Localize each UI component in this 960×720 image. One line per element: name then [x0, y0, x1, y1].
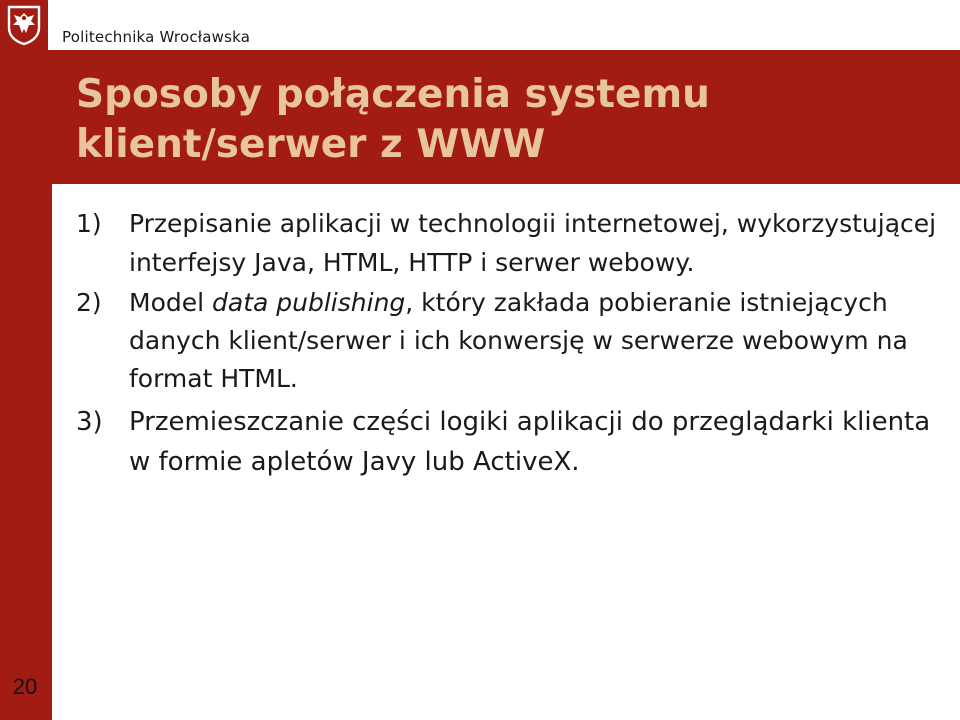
- slide-content-list: [76, 204, 946, 482]
- list-item: [76, 284, 946, 398]
- title-line-1: Sposoby połączenia systemu: [76, 72, 710, 117]
- item-text: [129, 284, 946, 398]
- eagle-crest-icon: [6, 4, 42, 46]
- item-number: 3): [76, 407, 103, 437]
- slide-title: [76, 70, 936, 170]
- title-line-2: klient/serwer z WWW: [76, 122, 546, 167]
- university-logo: [0, 0, 48, 50]
- institution-name: Politechnika Wrocławska: [62, 28, 251, 46]
- left-sidebar-band: [0, 50, 52, 720]
- item-number: 1): [76, 209, 102, 238]
- page-number: 20: [12, 674, 38, 699]
- item-text: Przemieszczanie części logiki aplikacji do przeglądarki klienta w formie apletów Javy lub ActiveX.: [129, 407, 931, 477]
- item-text: Przepisanie aplikacji w technologii internetowej, wykorzystującej interfejsy Java, HTML, HTTP i serwer webowy.: [129, 209, 937, 277]
- item-number: 2): [76, 288, 102, 317]
- item-text-prefix: Model: [129, 288, 213, 317]
- slide-header: [0, 0, 960, 50]
- list-item: [76, 204, 946, 282]
- item-text-suffix: , który zakłada pobieranie istniejących danych klient/serwer i ich konwersję w serwerze webowym na format HTML.: [129, 288, 908, 393]
- list-item: [76, 402, 946, 482]
- item-text-emphasis: data publishing: [212, 288, 406, 317]
